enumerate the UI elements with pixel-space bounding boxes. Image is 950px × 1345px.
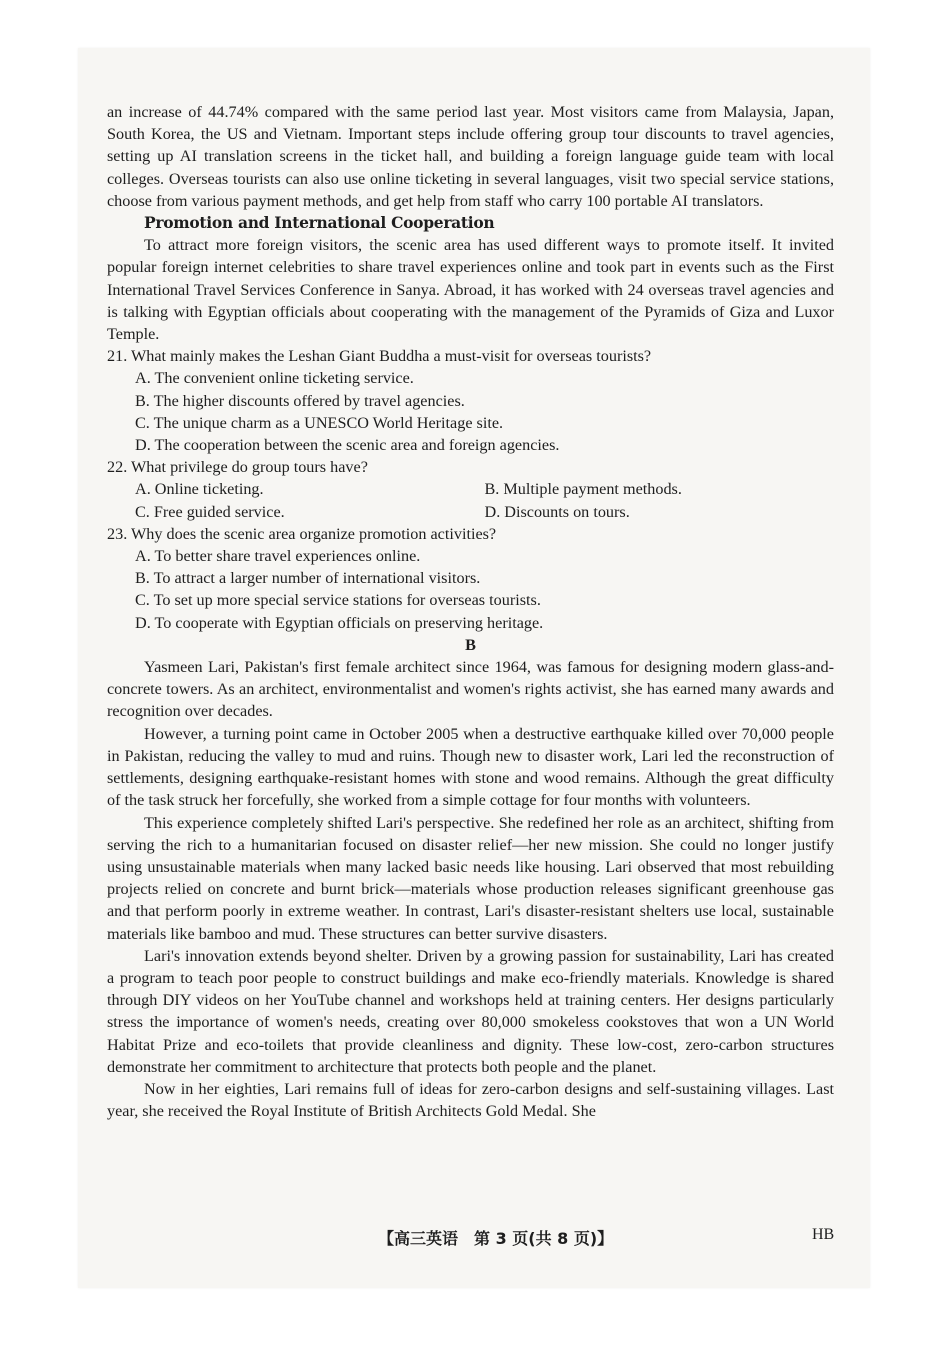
option-a: A. To better share travel experiences online. [135, 547, 421, 566]
option-d: D. Discounts on tours. [484, 502, 630, 521]
passage-a-continued-paragraph: an increase of 44.74% compared with the same period last year. Most visitors came from Malaysia, Japan, South Korea, the US and Vietnam. Important steps include offering group tour discounts to travel agencies, setting up AI translation screens in the ticket hall, and building a foreign language guide team with local colleges. Overseas tourists can also use online ticketing in several languages, visit two special service stations, choose from various payment methods, and get help from staff who carry 100 portable AI translators. [107, 103, 834, 210]
document-body [107, 101, 834, 1122]
option-b: B. To attract a larger number of international visitors. [135, 569, 481, 588]
option-c: C. The unique charm as a UNESCO World Heritage site. [135, 413, 504, 432]
option-a: A. The convenient online ticketing service. [135, 369, 414, 388]
option-row [135, 501, 834, 523]
question-22 [107, 456, 834, 523]
question-options [107, 545, 834, 634]
option-b: B. Multiple payment methods. [484, 480, 682, 499]
passage-a-promotion-paragraph: To attract more foreign visitors, the scenic area has used different ways to promote itself. It invited popular foreign internet celebrities to share travel experiences online and took part in events such as the First International Travel Services Conference in Sanya. Abroad, it has worked with 24 overseas travel agencies and is talking with Egyptian officials about cooperating with the management of the Pyramids of Giza and Luxor Temple. [107, 236, 834, 344]
section-letter-b: B [465, 635, 476, 654]
option-c: C. To set up more special service stations for overseas tourists. [135, 591, 541, 610]
passage-b-paragraph-2: However, a turning point came in October 2005 when a destructive earthquake killed over 70,000 people in Pakistan, reducing the valley to mud and ruins. Though new to disaster work, Lari led the reconstruction of settlements, designing earthquake-resistant homes with stone and wood remains. Although the great difficulty of the task struck her forcefully, she worked from a simple cottage for four months with volunteers. [107, 724, 834, 810]
option-d: D. To cooperate with Egyptian officials on preserving heritage. [135, 613, 544, 632]
passage-b-paragraph-5: Now in her eighties, Lari remains full of ideas for zero-carbon designs and self-sustaining villages. Last year, she received the Royal Institute of British Architects Gold Medal. She [107, 1079, 834, 1121]
option-c: C. Free guided service. [135, 502, 285, 521]
question-stem: 22. What privilege do group tours have? [107, 458, 368, 477]
question-stem: 21. What mainly makes the Leshan Giant Buddha a must-visit for overseas tourists? [107, 347, 652, 366]
question-options [107, 367, 834, 456]
page-footer-label: 【高三英语 第 3 页(共 8 页)】 [378, 1229, 614, 1248]
passage-b-paragraph-1: Yasmeen Lari, Pakistan's first female architect since 1964, was famous for designing modern glass-and-concrete towers. As an architect, environmentalist and women's rights activist, she has earned many awards and recognition over decades. [107, 658, 834, 721]
question-options [107, 478, 834, 522]
option-row [135, 478, 834, 500]
option-b: B. The higher discounts offered by travel agencies. [135, 391, 465, 410]
option-a: A. Online ticketing. [135, 480, 264, 499]
question-21 [107, 345, 834, 456]
section-heading: Promotion and International Cooperation [144, 213, 495, 233]
passage-b-paragraph-4: Lari's innovation extends beyond shelter. Driven by a growing passion for sustainability, Lari has created a program to teach poor people to construct buildings and make eco-friendly materials. Knowledge is shared through DIY videos on her YouTube channel and workshops held at training centers. Her designs particularly stress the importance of women's needs, creating over 80,000 smokeless cookstoves that won a UN World Habitat Prize and eco-toilets that provide cleanliness and dignity. These low-cost, zero-carbon structures demonstrate her commitment to architecture that protects both people and the planet. [107, 946, 834, 1076]
question-stem: 23. Why does the scenic area organize promotion activities? [107, 524, 497, 543]
option-d: D. The cooperation between the scenic area and foreign agencies. [135, 436, 560, 455]
question-23 [107, 523, 834, 634]
page-footer-code: HB [812, 1226, 835, 1243]
passage-b-paragraph-3: This experience completely shifted Lari's perspective. She redefined her role as an architect, shifting from serving the rich to a humanitarian focused on disaster relief—her new mission. She could no longer justify using unsustainable materials when many lacked basic needs like housing. Lari observed that most rebuilding projects relied on concrete and burnt brick—materials whose production releases significant greenhouse gas and that perform poorly in extreme weather. In contrast, Lari's disaster-resistant shelters use local, sustainable materials like bamboo and mud. These structures can better survive disasters. [107, 813, 834, 943]
